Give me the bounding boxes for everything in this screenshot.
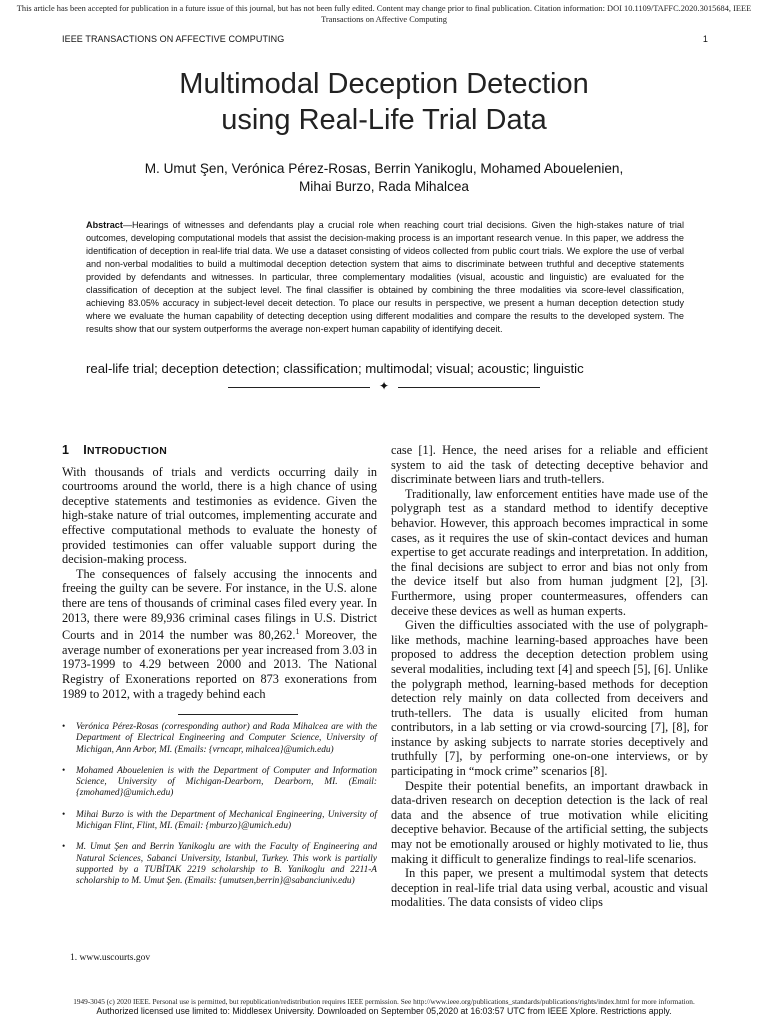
- authors-line-2: Mihai Burzo, Rada Mihalcea: [298, 179, 469, 194]
- copyright-notice: 1949-3045 (c) 2020 IEEE. Personal use is permitted, but republication/redistribution requires IEEE permission. See http://www.ieee.org/publications_standards/publications/rights/index.html for more information.: [73, 997, 695, 1006]
- affiliation-text: Mihai Burzo is with the Department of Mechanical Engineering, University of Michigan Flint, Flint, MI. (Email: {mburzo}@umich.edu): [76, 809, 377, 832]
- section-title-rest: NTRODUCTION: [87, 446, 168, 457]
- section-divider: [228, 381, 540, 395]
- title-line-2: using Real-Life Trial Data: [221, 104, 547, 136]
- journal-name: IEEE TRANSACTIONS ON AFFECTIVE COMPUTING: [62, 34, 285, 44]
- intro-paragraph-2: [62, 567, 377, 701]
- abstract-label: Abstract: [86, 220, 123, 230]
- divider-line-left: [228, 387, 370, 388]
- affiliation-item: [62, 766, 377, 800]
- bullet-icon: •: [62, 809, 66, 820]
- bullet-icon: •: [62, 765, 66, 776]
- running-head: [62, 34, 708, 44]
- page-number: 1: [702, 34, 708, 44]
- affiliation-list: [62, 722, 377, 898]
- affiliation-text: Verónica Pérez-Rosas (corresponding author) and Rada Mihalcea are with the Department of Electrical Engineering and Computer Science, University of Michigan, Ann Arbor, MI. (Emails: {vrncapr, mihalcea}@umich.edu): [76, 722, 377, 755]
- license-notice: Authorized licensed use limited to: Middlesex University. Downloaded on September 05,2020 at 16:03:57 UTC from IEEE Xplore. Restrictions apply.: [96, 1006, 672, 1016]
- index-terms: real-life trial; deception detection; classification; multimodal; visual; acoustic; linguistic: [86, 361, 584, 376]
- bullet-icon: •: [62, 842, 66, 853]
- title-line-1: Multimodal Deception Detection: [179, 68, 589, 100]
- bullet-icon: •: [62, 722, 66, 732]
- footnote-rule: [178, 714, 298, 715]
- body-paragraph-3: Given the difficulties associated with the use of polygraph-like methods, machine learning-based approaches have been proposed to address the deception detection problem using several modalities, including text [4] and speech [5], [6]. Unlike the polygraph method, learning-based methods for deception detection rely mainly on data collected from deceivers and truth-tellers. The data is usually elicited from human contributors, in a lab setting or via crowd-sourcing [7], [8], for instance by asking subjects to narrate stories deceptively and truthfully [7], by performing one-on-one interviews, or by participating in “mock crime” scenarios [8].: [391, 618, 708, 779]
- affiliation-item: [62, 722, 377, 756]
- section-heading: [62, 443, 377, 460]
- divider-line-right: [398, 387, 540, 388]
- footnote-marker: 1: [295, 627, 300, 637]
- publication-banner: [0, 3, 768, 25]
- intro-paragraph-2-text: The consequences of falsely accusing the innocents and freeing the guilty can be severe. For instance, in the U.S. alone there are tens of thousands of criminal cases filed every year. In 2013, there were 89,936 criminal cases filings in U.S. District Courts and in 2014 the number was 80,262.: [62, 566, 377, 643]
- abstract: [86, 219, 684, 336]
- author-list: [100, 160, 668, 196]
- section-number: 1: [62, 443, 70, 457]
- affiliation-item: [62, 810, 377, 833]
- left-column: [62, 443, 377, 701]
- affiliation-item: [62, 842, 377, 887]
- abstract-text: —Hearings of witnesses and defendants play a crucial role when reaching court trial decisions. Given the high-stakes nature of trial outcomes, developing computational models that assist the decision-making process is an important research venue. In this paper, we address the identification of deception in real-life trial data. We use a dataset consisting of videos collected from public court trials. We explore the use of verbal and non-verbal modalities to build a multimodal deception detection system that aims to discriminate between truthful and deceptive statements provided by defendants and witnesses. In particular, three complementary modalities (visual, acoustic and linguistic) are evaluated for the classification of deception at the subject level. The final classifier is obtained by combining the three modalities via score-level classification, achieving 83.05% accuracy in subject-level deceit detection. To place our results in perspective, we present a human deception detection study where we evaluate the human capability of detecting deception using different modalities and compare the results to the developed system. The results show that our system outperforms the average non-expert human capability of identifying deceit.: [86, 220, 684, 334]
- body-paragraph-1: case [1]. Hence, the need arises for a reliable and efficient system to aid the task of detecting deceptive behavior and discriminate between liars and truth-tellers.: [391, 443, 708, 487]
- footnote-1: 1. www.uscourts.gov: [70, 953, 151, 963]
- intro-paragraph-1: With thousands of trials and verdicts occurring daily in courtrooms around the world, there is a high chance of using deceptive statements and testimonies as evidence. Given the high-stake nature of trial outcomes, implementing accurate and effective computational methods to evaluate the honesty of provided testimonies can offer valuable support during the decision-making process.: [62, 464, 377, 567]
- body-paragraph-2: Traditionally, law enforcement entities have made use of the polygraph test as a standard method to identify deceptive behavior. However, this approach becomes impractical in some cases, as it requires the use of skin-contact devices and human expertise to get accurate readings and interpretation. In addition, the final decisions are subject to error and bias not only from the device itself but also from human judgment [2], [3]. Furthermore, using proper countermeasures, offenders can deceive these devices as well as human experts.: [391, 486, 708, 618]
- affiliation-text: M. Umut Şen and Berrin Yanikoglu are with the Faculty of Engineering and Natural Sciences, Sabanci University, Istanbul, Turkey. This work is partially supported by a TUBİTAK 2219 scholarship to B. Yanikoglu and 2211-A scholarship to M. Umut Şen. (Emails: {umutsen,berrin}@sabanciuniv.edu): [76, 842, 377, 887]
- affiliation-text: Mohamed Abouelenien is with the Department of Computer and Information Science, University of Michigan-Dearborn, Dearborn, MI. (Email: {zmohamed}@umich.edu): [76, 765, 377, 799]
- divider-diamond-icon: ✦: [378, 379, 390, 393]
- banner-line-1: This article has been accepted for publication in a future issue of this journal, but has not been fully edited. Content may change prior to final publication. Citation information: DOI 10.1109/TAFFC.2020.3015684, IEEE: [16, 4, 752, 13]
- authors-line-1: M. Umut Şen, Verónica Pérez-Rosas, Berrin Yanikoglu, Mohamed Abouelenien,: [144, 161, 624, 176]
- body-paragraph-4: Despite their potential benefits, an important drawback in data-driven research on deception detection is the lack of real data and the absence of true motivation while eliciting deceptive behavior. Because of the artificial setting, the subjects may not be emotionally aroused or highly motivated to lie, thus making it difficult to generalize findings to real-life scenarios.: [391, 778, 708, 866]
- banner-line-2: Transactions on Affective Computing: [321, 15, 447, 24]
- section-title-initial: I: [83, 443, 88, 457]
- right-column: [391, 443, 708, 910]
- body-paragraph-5: In this paper, we present a multimodal system that detects deception in real-life trial data using verbal, acoustic and visual modalities. The data consists of video clips: [391, 866, 708, 910]
- intro-paragraph-2-cont: Moreover, the average number of exonerations per year increased from 3.03 in 1973-1999 to 4.29 between 2000 and 2013. The National Registry of Exonerations reported on 873 exonerations from 1989 to 2012, with a tragedy behind each: [62, 628, 377, 701]
- paper-title: [0, 66, 768, 138]
